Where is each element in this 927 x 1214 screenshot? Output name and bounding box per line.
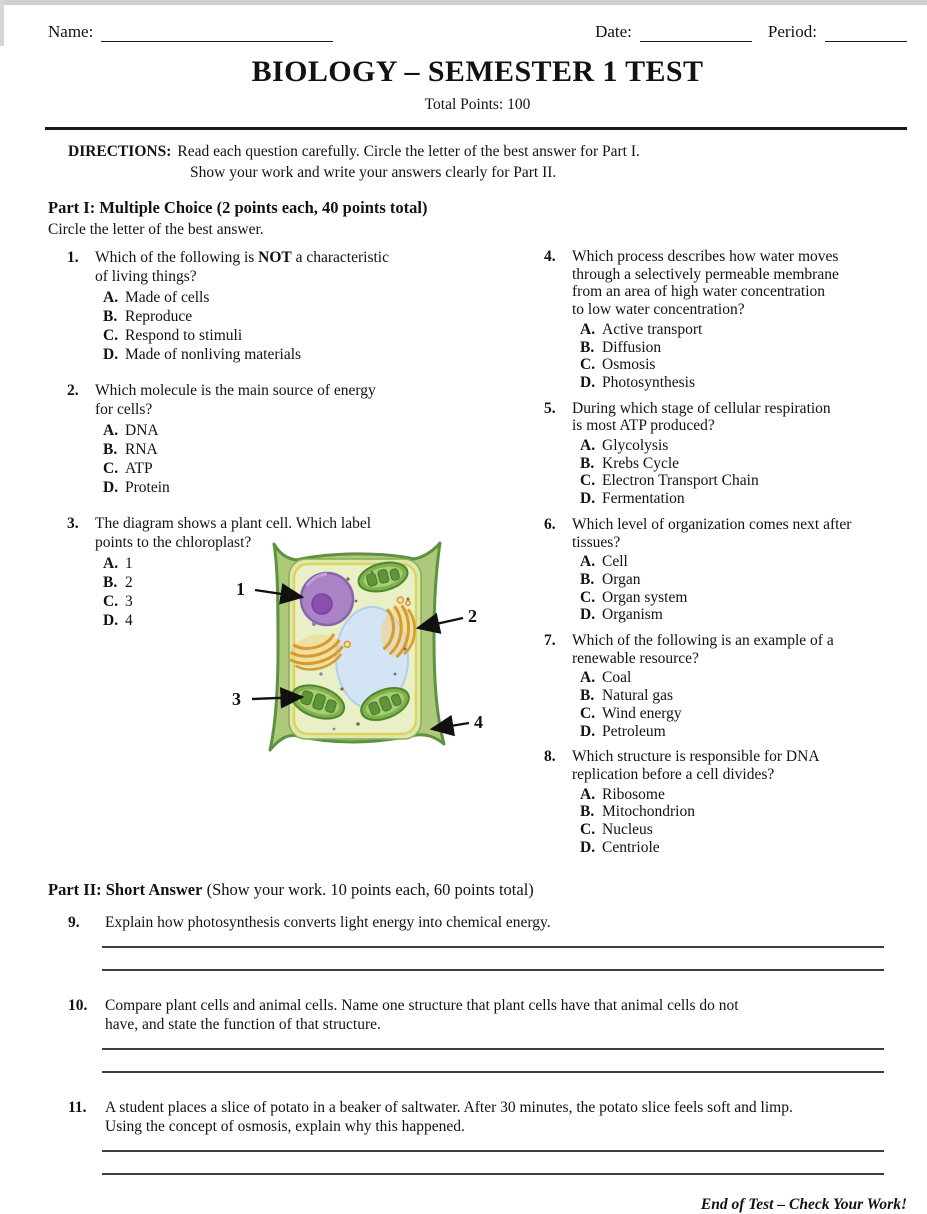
part2-questions — [48, 913, 907, 1175]
option-letter: B. — [580, 803, 595, 821]
scan-edge-left-artifact — [0, 0, 4, 46]
answer-line[interactable] — [102, 946, 884, 948]
name-blank[interactable] — [101, 26, 333, 42]
option-text: DNA — [125, 422, 159, 439]
mc-question-4 — [544, 248, 907, 392]
options-list — [103, 421, 520, 497]
options-list — [103, 288, 520, 364]
option-C[interactable] — [580, 472, 907, 490]
option-letter: B. — [103, 441, 118, 458]
sa-question-9 — [48, 913, 907, 971]
mc-question-1 — [67, 248, 520, 364]
option-text: Cell — [602, 553, 628, 571]
question-text-line — [95, 381, 520, 400]
option-letter: B. — [580, 338, 595, 356]
question-text-line — [572, 400, 907, 418]
option-D[interactable] — [103, 345, 520, 364]
question-text-segment: of living things? — [95, 268, 197, 285]
option-letter: B. — [580, 570, 595, 588]
option-text: Organism — [602, 606, 663, 624]
option-letter: B. — [103, 308, 118, 325]
period-blank[interactable] — [825, 26, 907, 42]
option-letter: A. — [103, 555, 119, 572]
options-list — [580, 437, 907, 508]
option-letter: C. — [103, 327, 119, 344]
option-text: 1 — [125, 555, 133, 572]
option-text: Nucleus — [602, 821, 653, 839]
option-text: Osmosis — [602, 356, 656, 374]
option-text: RNA — [125, 441, 158, 458]
question-row — [544, 632, 907, 740]
question-text-line: A student places a slice of potato in a beaker of saltwater. After 30 minutes, the potato slice feels soft and limp. — [105, 1098, 793, 1116]
question-text-segment: a characteristic — [291, 249, 389, 266]
option-text: Fermentation — [602, 490, 685, 508]
question-text-segment: Which of the following is — [95, 249, 259, 266]
option-text: 3 — [125, 593, 133, 610]
question-text-line — [572, 748, 907, 766]
option-text: Ribosome — [602, 785, 665, 803]
options-list — [580, 786, 907, 857]
question-text-line — [95, 400, 520, 419]
question-content — [95, 514, 520, 767]
option-A[interactable] — [580, 786, 907, 804]
question-text-segment: Which of the following is an example of a — [572, 632, 834, 650]
question-row — [544, 248, 907, 392]
question-number: 1. — [67, 249, 79, 266]
option-letter: D. — [580, 606, 596, 624]
question-content — [572, 748, 907, 856]
question-number: 2. — [67, 382, 79, 399]
diagram-label-4: 4 — [474, 712, 483, 732]
question-text-line: Compare plant cells and animal cells. Name one structure that plant cells have that animal cells do not — [105, 996, 739, 1014]
options-list — [103, 554, 222, 630]
multiple-choice-columns — [48, 248, 907, 865]
question-number: 11. — [68, 1098, 87, 1116]
question-content — [105, 1098, 907, 1136]
option-A[interactable] — [103, 288, 520, 307]
question-row — [544, 516, 907, 624]
question-text-segment: The diagram shows a plant cell. Which label — [95, 515, 372, 532]
question-content — [95, 381, 520, 497]
part1-heading-rest: (2 points each, 40 points total) — [212, 198, 428, 217]
question-text-segment: for cells? — [95, 401, 153, 418]
question-row — [544, 400, 907, 508]
option-B[interactable] — [103, 573, 222, 592]
option-A[interactable] — [103, 421, 520, 440]
question-content — [572, 248, 907, 392]
option-letter: C. — [580, 704, 596, 722]
header-row — [48, 22, 907, 42]
column-right — [520, 248, 907, 865]
part1-instruction: Circle the letter of the best answer. — [48, 221, 264, 238]
question-row — [67, 514, 520, 767]
directions-text-2: Show your work and write your answers clearly for Part II. — [190, 164, 557, 181]
option-text: Coal — [602, 669, 632, 687]
option-letter: A. — [580, 437, 596, 455]
option-text: Organ system — [602, 588, 688, 606]
option-letter: A. — [103, 289, 119, 306]
question-text-segment: Which level of organization comes next after — [572, 515, 852, 533]
options-list — [580, 321, 907, 392]
question-number: 4. — [544, 248, 556, 265]
option-B[interactable] — [580, 339, 907, 357]
question-number: 9. — [68, 913, 80, 931]
option-text: Respond to stimuli — [125, 327, 243, 344]
question-text-line — [95, 267, 520, 286]
question-row — [67, 248, 520, 364]
option-letter: A. — [580, 669, 596, 687]
question-3-diagram-row — [95, 552, 520, 767]
question-number: 10. — [68, 996, 88, 1014]
total-points: Total Points: 100 — [424, 96, 531, 113]
option-B[interactable] — [103, 440, 520, 459]
answer-line[interactable] — [102, 1048, 884, 1050]
question-number: 6. — [544, 515, 556, 533]
question-text-line — [572, 301, 907, 319]
mc-question-3 — [67, 514, 520, 767]
part2-heading — [48, 880, 907, 900]
question-text-line: Explain how photosynthesis converts light energy into chemical energy. — [105, 913, 551, 931]
answer-line[interactable] — [102, 1071, 884, 1073]
question-number: 5. — [544, 399, 556, 417]
option-text: Active transport — [602, 320, 703, 338]
question-row — [48, 913, 907, 932]
option-text: Natural gas — [602, 687, 674, 705]
option-letter: B. — [580, 454, 595, 472]
option-C[interactable] — [580, 705, 907, 723]
question-text-line — [95, 248, 520, 267]
question-text-line: have, and state the function of that structure. — [105, 1015, 381, 1033]
option-text: Centriole — [602, 838, 660, 856]
option-C[interactable] — [103, 592, 222, 611]
question-text-line — [572, 632, 907, 650]
option-letter: C. — [580, 588, 596, 606]
option-text: Petroleum — [602, 722, 666, 740]
option-text: Electron Transport Chain — [602, 472, 759, 490]
part1-heading-bold: Part I: Multiple Choice — [48, 198, 213, 217]
option-D[interactable] — [580, 839, 907, 857]
question-text-segment: through a selectively permeable membrane — [572, 265, 839, 283]
question-row — [544, 748, 907, 856]
diagram-label-2: 2 — [468, 606, 477, 626]
sa-question-11 — [48, 1098, 907, 1175]
question-text-line — [572, 650, 907, 668]
column-left — [48, 248, 520, 865]
option-letter: D. — [580, 722, 596, 740]
directions-text-1: Read each question carefully. Circle the letter of the best answer for Part I. — [177, 143, 640, 160]
question-row — [48, 1098, 907, 1136]
part2-heading-rest: (Show your work. 10 points each, 60 points total) — [202, 879, 534, 899]
option-text: Photosynthesis — [602, 373, 696, 391]
question-text-segment: points to the chloroplast? — [95, 534, 252, 551]
mc-question-2 — [67, 381, 520, 497]
mc-question-8 — [544, 748, 907, 856]
end-of-test-note: End of Test – Check Your Work! — [700, 1195, 907, 1213]
question-text-line — [95, 514, 520, 533]
option-letter: A. — [580, 553, 596, 571]
option-text: Mitochondrion — [602, 803, 695, 821]
question-text-segment: Which molecule is the main source of energy — [95, 382, 376, 399]
question-text-segment: from an area of high water concentration — [572, 283, 826, 301]
option-letter: C. — [580, 472, 596, 490]
option-text: Organ — [602, 570, 641, 588]
option-A[interactable] — [103, 554, 222, 573]
question-text-line — [572, 417, 907, 435]
option-A[interactable] — [580, 437, 907, 455]
question-content — [95, 248, 520, 364]
option-A[interactable] — [580, 669, 907, 687]
nucleolus — [312, 594, 332, 614]
answer-line[interactable] — [102, 1150, 884, 1152]
option-A[interactable] — [580, 553, 907, 571]
option-C[interactable] — [580, 589, 907, 607]
period-label: Period: — [767, 22, 817, 41]
option-B[interactable] — [580, 571, 907, 589]
part1-heading — [48, 198, 907, 218]
question-content — [105, 913, 907, 932]
question-number: 7. — [544, 632, 556, 650]
option-text: Wind energy — [602, 704, 682, 722]
option-text: Reproduce — [125, 308, 193, 325]
option-A[interactable] — [580, 321, 907, 339]
question-row — [67, 381, 520, 497]
option-D[interactable] — [580, 606, 907, 624]
mc-question-5 — [544, 400, 907, 508]
option-C[interactable] — [580, 356, 907, 374]
question-text-segment: Which process describes how water moves — [572, 248, 839, 265]
question-number: 8. — [544, 748, 556, 766]
option-D[interactable] — [103, 478, 520, 497]
option-B[interactable] — [580, 455, 907, 473]
question-text-segment: tissues? — [572, 533, 621, 551]
question-text-segment: to low water concentration? — [572, 301, 745, 319]
option-D[interactable] — [103, 611, 222, 630]
question-text-segment: renewable resource? — [572, 649, 699, 667]
option-letter: A. — [580, 785, 596, 803]
question-number: 3. — [67, 515, 79, 532]
option-C[interactable] — [103, 326, 520, 345]
option-letter: D. — [103, 346, 119, 363]
question-row — [48, 996, 907, 1034]
name-label: Name: — [48, 22, 94, 41]
option-C[interactable] — [580, 821, 907, 839]
question-text-line — [572, 766, 907, 784]
sa-question-10 — [48, 996, 907, 1073]
diagram-label-3: 3 — [232, 689, 241, 709]
question-content — [572, 400, 907, 508]
option-letter: C. — [103, 593, 119, 610]
question-text-line — [572, 516, 907, 534]
directions — [48, 141, 907, 183]
option-letter: D. — [580, 373, 596, 391]
directions-label: DIRECTIONS: — [68, 143, 172, 160]
option-letter: A. — [580, 320, 596, 338]
option-B[interactable] — [580, 687, 907, 705]
divider-rule — [45, 127, 907, 130]
question-text-segment: Which structure is responsible for DNA — [572, 748, 820, 766]
question-text-line — [572, 534, 907, 552]
option-text: Krebs Cycle — [602, 454, 680, 472]
option-letter: C. — [580, 821, 596, 839]
option-B[interactable] — [103, 307, 520, 326]
option-D[interactable] — [580, 374, 907, 392]
option-letter: D. — [580, 490, 596, 508]
options-list — [580, 669, 907, 740]
diagram-label-1: 1 — [236, 579, 245, 599]
option-letter: D. — [580, 838, 596, 856]
directions-line-1 — [68, 141, 907, 162]
option-letter: C. — [103, 460, 119, 477]
option-text: Diffusion — [602, 338, 662, 356]
mc-question-6 — [544, 516, 907, 624]
option-text: ATP — [125, 460, 153, 477]
question-text-segment: During which stage of cellular respiration — [572, 399, 831, 417]
option-letter: B. — [103, 574, 118, 591]
option-D[interactable] — [580, 490, 907, 508]
option-text: 2 — [125, 574, 133, 591]
answer-line[interactable] — [102, 969, 884, 971]
question-content — [572, 516, 907, 624]
date-blank[interactable] — [640, 26, 752, 42]
nucleus — [301, 573, 353, 625]
scan-edge-artifact — [0, 0, 927, 5]
option-text: Protein — [125, 479, 170, 496]
date-label: Date: — [595, 22, 632, 41]
question-content — [572, 632, 907, 740]
question-text-line: Using the concept of osmosis, explain why this happened. — [105, 1117, 465, 1135]
option-C[interactable] — [103, 459, 520, 478]
options-list — [580, 553, 907, 624]
option-text: Made of nonliving materials — [125, 346, 302, 363]
question-text-line — [572, 283, 907, 301]
option-text: Glycolysis — [602, 437, 669, 455]
question-text-segment: NOT — [258, 249, 292, 266]
option-letter: A. — [103, 422, 119, 439]
plant-cell-diagram — [222, 538, 518, 767]
option-letter: C. — [580, 356, 596, 374]
option-letter: B. — [580, 687, 595, 705]
question-content — [105, 996, 907, 1034]
question-text-segment: replication before a cell divides? — [572, 765, 775, 783]
part2-heading-bold: Part II: Short Answer — [48, 879, 203, 899]
plant-cell-svg — [222, 538, 518, 762]
option-text: 4 — [125, 612, 133, 629]
option-text: Made of cells — [125, 289, 210, 306]
option-letter: D. — [103, 479, 119, 496]
question-text-line — [572, 248, 907, 266]
option-B[interactable] — [580, 803, 907, 821]
question-text-segment: is most ATP produced? — [572, 417, 715, 435]
question-text-line — [572, 266, 907, 284]
mc-question-7 — [544, 632, 907, 740]
option-D[interactable] — [580, 723, 907, 741]
answer-line[interactable] — [102, 1173, 884, 1175]
option-letter: D. — [103, 612, 119, 629]
page-title: BIOLOGY – SEMESTER 1 TEST — [251, 55, 704, 88]
